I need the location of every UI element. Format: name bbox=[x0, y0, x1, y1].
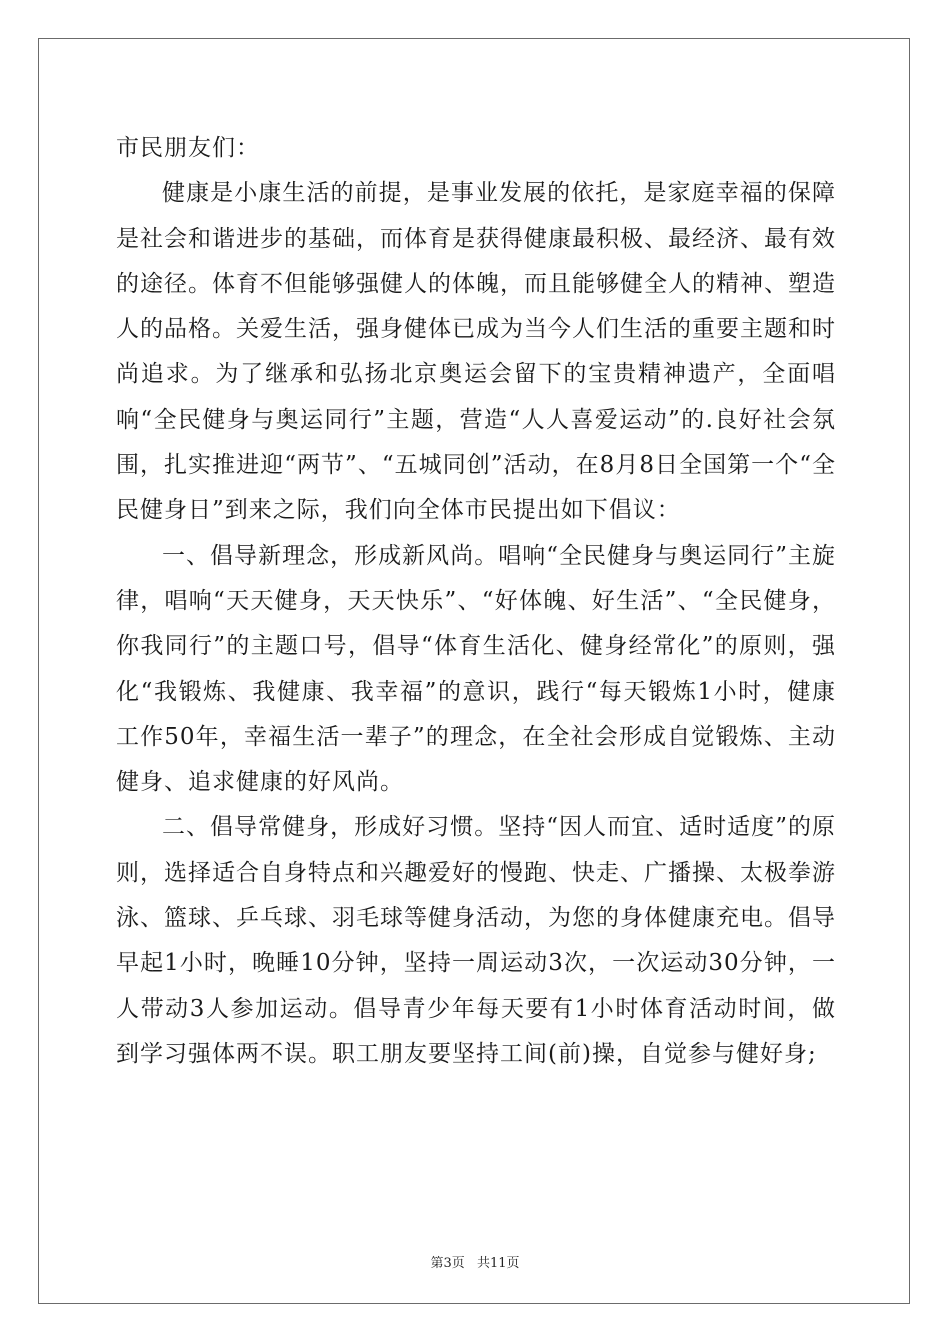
paragraph-point-1: 一、倡导新理念，形成新风尚。唱响“全民健身与奥运同行”主旋律，唱响“天天健身，天天快乐”、“好体魄、好生活”、“全民健身，你我同行”的主题口号，倡导“体育生活化、健身经常化”的原则，强化“我锻炼、我健康、我幸福”的意识，践行“每天锻炼1小时，健康工作50年，幸福生活一辈子”的理念，在全社会形成自觉锻炼、主动健身、追求健康的好风尚。 bbox=[116, 542, 836, 796]
paragraph-point-2: 二、倡导常健身，形成好习惯。坚持“因人而宜、适时适度”的原则，选择适合自身特点和兴趣爱好的慢跑、快走、广播操、太极拳游泳、篮球、乒乓球、羽毛球等健身活动，为您的身体健康充电。倡导早起1小时，晚睡10分钟，坚持一周运动3次，一次运动30分钟，一人带动3人参加运动。倡导青少年每天要有1小时体育活动时间，做到学习强体两不误。职工朋友要坚持工间(前)操，自觉参与健好身; bbox=[116, 814, 836, 1067]
page-footer bbox=[0, 1252, 950, 1271]
page-number-total: 共11页 bbox=[476, 1256, 520, 1271]
page-number-current: 第3页 bbox=[430, 1256, 465, 1271]
document-body bbox=[116, 126, 836, 1077]
salutation: 市民朋友们： bbox=[116, 135, 260, 161]
paragraph-intro: 健康是小康生活的前提，是事业发展的依托，是家庭幸福的保障是社会和谐进步的基础，而体育是获得健康最积极、最经济、最有效的途径。体育不但能够强健人的体魄，而且能够健全人的精神、塑造人的品格。关爱生活，强身健体已成为当今人们生活的重要主题和时尚追求。为了继承和弘扬北京奥运会留下的宝贵精神遗产，全面唱响“全民健身与奥运同行”主题，营造“人人喜爱运动”的.良好社会氛围，扎实推进迎“两节”、“五城同创”活动，在8月8日全国第一个“全民健身日”到来之际，我们向全体市民提出如下倡议： bbox=[116, 180, 836, 524]
